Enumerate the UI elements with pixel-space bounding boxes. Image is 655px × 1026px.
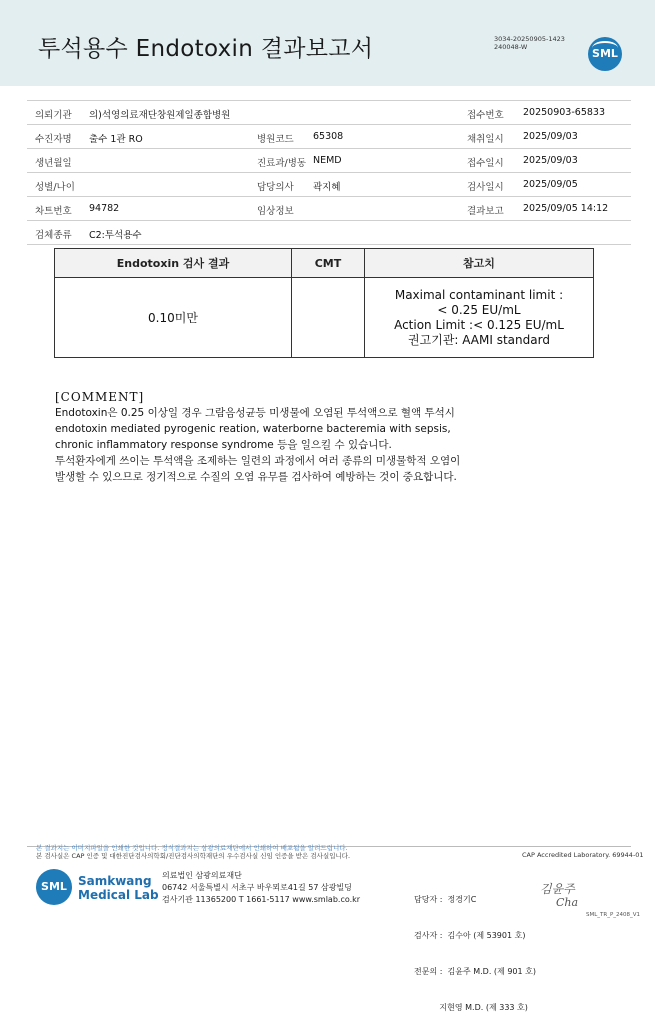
info-row — [27, 149, 631, 173]
info-row — [27, 125, 631, 149]
comment-line: 발생할 수 있으므로 정기적으로 수질의 오염 유무를 검사하여 예방하는 것이 중요합니다. — [55, 471, 457, 483]
image-notice: 본 결과지는 이미지파일을 인쇄한 것입니다. 정식결과지는 삼광의료재단에서 인쇄하여 배포됨을 알려드립니다. — [36, 844, 348, 852]
certification-notice: 본 검사실은 CAP 인증 및 대한진단검사의학회/진단검사의학재단의 우수검사실 신임 인증을 받은 검사실입니다. — [36, 852, 351, 860]
result-header: Endotoxin 검사 결과 — [55, 249, 292, 278]
test-date-value: 2025/09/05 — [523, 179, 578, 190]
staff-line: 검사자 : 김수아 (제 53901 호) — [414, 931, 526, 940]
doctor-label: 담당의사 — [257, 182, 294, 193]
reference-line: < 0.25 EU/mL — [437, 302, 521, 317]
info-row — [27, 221, 631, 245]
receipt-no-value: 20250903-65833 — [523, 107, 606, 118]
signature: Cha — [556, 896, 579, 909]
info-row — [27, 100, 631, 125]
reference-line: Action Limit :< 0.125 EU/mL — [394, 317, 564, 332]
report-header — [0, 0, 655, 86]
sml-footer-logo-icon — [36, 869, 72, 905]
cap-accreditation: CAP Accredited Laboratory. 69944-01 — [522, 851, 644, 859]
chart-no-label: 차트번호 — [35, 206, 72, 217]
cmt-header: CMT — [292, 249, 365, 278]
collect-date-value: 2025/09/03 — [523, 131, 578, 142]
sml-logo-icon — [588, 37, 622, 71]
clinical-label: 임상정보 — [257, 206, 294, 217]
staff-line: 전문의 : 김윤주 M.D. (제 901 호) — [414, 967, 536, 976]
staff-line: 담당자 : 정경기C — [414, 895, 477, 904]
cmt-value — [292, 278, 365, 358]
patient-info-table — [27, 100, 631, 245]
sex-age-label: 성별/나이 — [35, 182, 75, 193]
report-label: 결과보고 — [467, 206, 504, 217]
staff-line: 지현영 M.D. (제 333 호) — [414, 1003, 528, 1012]
info-row — [27, 173, 631, 197]
comment-line: Endotoxin은 0.25 이상일 경우 그람음성균등 미생물에 오염된 투석액으로 혈액 투석시 — [55, 407, 455, 419]
hospital-code-value: 65308 — [313, 131, 344, 142]
receipt-no-label: 접수번호 — [467, 110, 504, 121]
staff-info — [414, 870, 536, 1026]
comment-line: endotoxin mediated pyrogenic reation, waterborne bacteremia with sepsis, — [55, 423, 451, 435]
hospital-value: 의)석영의료재단창원제일종합병원 — [89, 110, 231, 121]
comment-line: chronic inflammatory response syndrome 등을 일으킬 수 있습니다. — [55, 439, 392, 451]
lab-line: 의료법인 삼광의료재단 — [162, 871, 242, 880]
brand-line1: Samkwang — [78, 874, 152, 888]
result-value: 0.10미만 — [55, 278, 292, 358]
report-value: 2025/09/05 14:12 — [523, 203, 609, 214]
lab-line: 검사기관 11365200 T 1661-5117 www.smlab.co.kr — [162, 895, 361, 904]
specimen-value: C2:투석용수 — [89, 230, 142, 241]
lab-info — [162, 870, 360, 906]
patient-value: 출수 1관 RO — [89, 134, 143, 145]
test-date-label: 검사일시 — [467, 182, 504, 193]
reference-line: Maximal contaminant limit : — [394, 287, 564, 302]
document-id — [494, 35, 565, 51]
specimen-label: 검체종류 — [35, 230, 72, 241]
document-id-line1: 3034-20250905-1423 — [494, 35, 565, 43]
comment-title: [COMMENT] — [55, 390, 145, 404]
result-table — [54, 248, 594, 358]
logo-text: SML — [592, 47, 618, 60]
comment-line: 투석환자에게 쓰이는 투석액을 조제하는 일련의 과정에서 여러 종류의 미생물학적 오염이 — [55, 455, 461, 467]
comment-section — [55, 389, 615, 485]
info-row — [27, 197, 631, 221]
receipt-date-value: 2025/09/03 — [523, 155, 578, 166]
birth-label: 생년월일 — [35, 158, 72, 169]
reference-value — [365, 278, 594, 358]
lab-line: 06742 서울특별시 서초구 바우뫼로41길 57 삼광빌딩 — [162, 883, 352, 892]
signature: 김윤주 — [540, 882, 575, 896]
brand-line2: Medical Lab — [78, 888, 159, 902]
dept-label: 진료과/병동 — [257, 158, 307, 169]
reference-line: 권고기관: AAMI standard — [408, 332, 550, 347]
collect-date-label: 채취일시 — [467, 134, 504, 145]
reference-header: 참고치 — [365, 249, 594, 278]
hospital-label: 의뢰기관 — [35, 110, 72, 121]
page-title: 투석용수 Endotoxin 결과보고서 — [38, 36, 374, 62]
dept-value: NEMD — [313, 155, 342, 166]
document-id-line2: 240048-W — [494, 43, 528, 51]
hospital-code-label: 병원코드 — [257, 134, 294, 145]
receipt-date-label: 접수일시 — [467, 158, 504, 169]
brand-name — [78, 874, 159, 902]
form-code: SML_TR_P_2408_V1 — [586, 912, 641, 918]
chart-no-value: 94782 — [89, 203, 120, 214]
patient-label: 수진자명 — [35, 134, 72, 145]
footer-logo-text: SML — [41, 880, 67, 893]
doctor-value: 곽지혜 — [313, 182, 341, 193]
